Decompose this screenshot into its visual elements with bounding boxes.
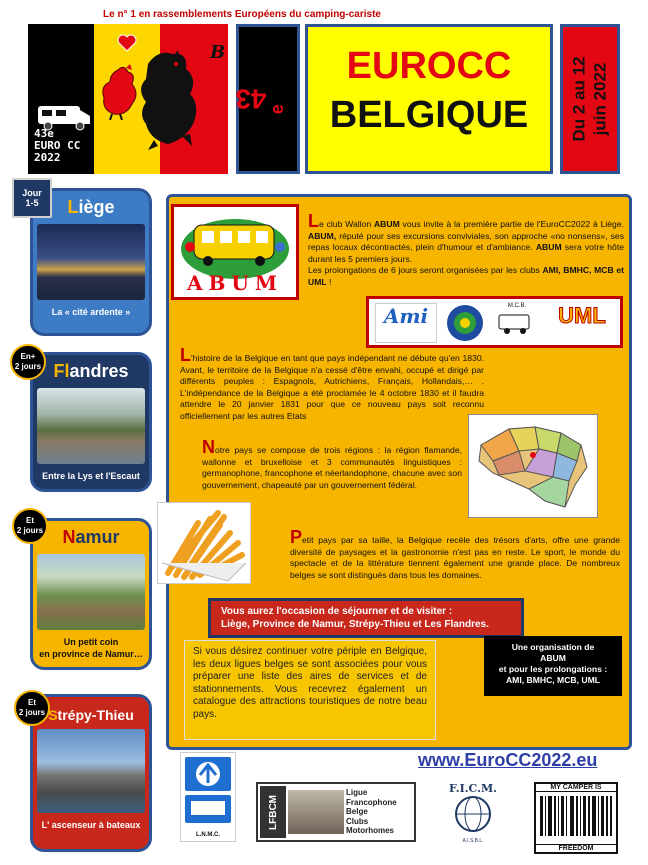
belgian-flag-logo	[28, 24, 228, 174]
drop-cap: N	[202, 437, 215, 457]
liege-night-photo	[37, 224, 145, 300]
flandres-canal-photo	[37, 388, 145, 464]
para4-text: etit pays par sa taille, la Belgique recèle des trésors d'arts, offre une grande diversité de paysages et la gastronomie n'est pas en reste. Le sport, le monde du spectacle et de la littérature tiennent également une grande place. De nombreux belges se sont distingués dans tous les domaines.	[290, 535, 620, 580]
lfbcm-line4: Clubs	[346, 816, 369, 826]
lfbcm-photo	[288, 790, 344, 834]
barcode-icon	[536, 792, 616, 840]
flag-edition-text	[34, 128, 80, 164]
title-box	[305, 24, 553, 174]
organ-line2: ABUM	[540, 653, 566, 663]
tagline-rest: en rassemblements Européens du camping-cariste	[138, 9, 381, 20]
tagline-prefix: Le	[103, 9, 115, 20]
dates-line1: Du 2 au 12	[570, 56, 590, 142]
lnmc-logo	[180, 752, 236, 842]
abum-label-text: ABUM	[186, 271, 283, 295]
bmhc-emblem-icon	[443, 303, 487, 343]
para2-text: 'histoire de la Belgique en tant que pays indépendant ne débute qu'en 1830. Avant, le territoire de la Belgique n'a cessé d'être envahi, occupé et dirigé par différents peuples : Espagnols, Autrichiens, Français, Hollandais,… . L'indépendance de la Belgique a été proclamée le 4 octobre 1830 et il faudra attendre le 20 janvier 1831 pour que ce nouveau pays soit reconnu officiellement par les autres Etats	[180, 353, 484, 421]
card-title-rest: andres	[69, 361, 129, 381]
lfbcm-line1: Ligue	[346, 788, 368, 797]
visit-line1: Vous aurez l'occasion de séjourner et de visiter :	[221, 606, 453, 617]
card-caption: Un petit coin en province de Namur…	[39, 637, 143, 659]
card-title-first: N	[62, 527, 76, 547]
badge-text: Et 2 jours	[18, 698, 46, 717]
boat-lift-photo	[37, 729, 145, 813]
card-title-rest: amur	[75, 527, 120, 547]
lfbcm-text	[346, 788, 397, 836]
ficm-globe-icon	[430, 795, 516, 833]
abum-logo	[171, 204, 299, 300]
lnmc-text: L.N.M.C.	[196, 832, 220, 838]
card-strepy-thieu	[30, 694, 152, 852]
website-link[interactable]: www.EuroCC2022.eu	[418, 750, 598, 770]
lfbcm-line3: Belge	[346, 807, 368, 816]
rooster-icon	[96, 64, 142, 120]
tagline	[103, 9, 381, 20]
ficm-logo	[430, 782, 516, 846]
para1-text-e: Les prolongations de 6 jours seront organisées par les clubs	[308, 265, 543, 276]
para1-clubs: AMI, BMHC, MCB et UML	[308, 265, 624, 287]
edition-box	[236, 24, 300, 174]
card-caption: L' ascenseur à bateaux	[41, 820, 141, 830]
ami-logo	[375, 303, 437, 343]
lfbcm-line2: Francophone	[346, 797, 397, 807]
para1-text-c: réputé pour ses excursions conviviales, son approche «no nonsens», ses repas locaux décontractés, plein d'humour et d'ambiance.	[308, 230, 624, 253]
uml-logo	[549, 303, 615, 343]
card-title	[33, 697, 149, 723]
badge-et	[12, 508, 48, 544]
card-title	[33, 355, 149, 382]
para3-text: otre pays se compose de trois régions : la région flamande, wallonne et bruxelloise et 3 communautés linguistiques : germanophone, francophone et néerlandophone, chacune avec son gouvernement, chapeauté par un gouvernement fédéral.	[202, 445, 462, 490]
fries-photo	[157, 502, 251, 584]
card-caption: Entre la Lys et l'Escaut	[42, 471, 140, 481]
badge-text: Et 2 jours	[16, 516, 44, 535]
drop-cap: P	[290, 527, 303, 547]
para1-abum2: ABUM,	[308, 230, 337, 241]
mcb-camper-icon	[497, 309, 537, 335]
paragraph-history	[180, 345, 484, 423]
card-title	[33, 521, 149, 548]
badge-et-2	[14, 690, 50, 726]
title-eurocc: EUROCC	[346, 45, 512, 87]
title-belgique: BELGIQUE	[329, 94, 529, 136]
lfbcm-line5: Motorhomes	[346, 826, 394, 835]
mycamper-bottom: FREEDOM	[536, 844, 616, 852]
abum-label	[174, 271, 296, 295]
paragraph-abum	[308, 211, 624, 289]
para1-text-a: e club Wallon	[319, 219, 374, 229]
para1-text-b: vous invite à la première partie de l'EuroCC2022 à Liège.	[399, 219, 624, 229]
edition-number-value: 43	[235, 83, 267, 115]
lfbcm-abbr: LFBCM	[267, 794, 279, 830]
belgium-map-icon	[469, 415, 597, 517]
drop-cap: L	[308, 211, 319, 231]
mcb-text: M.C.B.	[507, 303, 527, 309]
card-title-rest: trépy-Thieu	[57, 707, 134, 723]
card-title-first: L	[67, 197, 79, 217]
drop-cap: L	[180, 345, 191, 365]
namur-village-photo	[37, 554, 145, 630]
fries-icon	[158, 503, 250, 583]
flag-edition-number: 43e	[34, 127, 54, 140]
flag-letter-b: B	[210, 42, 226, 63]
lfbcm-logo	[256, 782, 416, 842]
badge-text: Jour 1-5	[22, 188, 42, 208]
belgium-map	[468, 414, 598, 518]
paragraph-regions	[202, 437, 462, 491]
lnmc-sign-icon	[181, 753, 235, 827]
ficm-subtext: A.I.S.B.L.	[462, 838, 484, 844]
ami-text: Ami	[383, 304, 429, 328]
para1-abum3: ABUM	[535, 242, 562, 253]
visit-line2: Liège, Province de Namur, Strépy-Thieu et Les Flandres.	[221, 619, 489, 630]
para1-text-d: sera votre hôte durant les 5 premiers jours.	[308, 242, 624, 264]
ficm-text: F.I.C.M.	[449, 782, 497, 795]
para1-abum: ABUM	[373, 219, 400, 229]
uml-text: UML	[558, 303, 606, 328]
flag-edition-euro: EURO	[34, 139, 61, 152]
badge-en-plus	[10, 344, 46, 380]
lfbcm-abbr-box	[260, 786, 286, 838]
tagline-number: n° 1	[117, 9, 136, 20]
organ-line3: et pour les prolongations :	[498, 664, 608, 674]
card-title-first: S	[48, 707, 58, 723]
card-namur	[30, 518, 152, 670]
dates-box	[560, 24, 620, 174]
card-title-rest: iège	[78, 197, 115, 217]
para1-text-f: !	[326, 276, 332, 287]
organisation-box	[484, 636, 622, 696]
mcb-logo	[493, 303, 541, 343]
dates-line2: juin 2022	[591, 62, 611, 136]
card-flandres	[30, 352, 152, 492]
flag-edition-cc: CC	[67, 139, 81, 152]
my-camper-logo	[534, 782, 618, 854]
mycamper-top: MY CAMPER IS	[536, 784, 616, 792]
visit-banner	[208, 598, 524, 638]
organ-line4: AMI, BMHC, MCB, UML	[505, 675, 601, 685]
paragraph-culture	[290, 527, 620, 581]
flag-edition-year: 2022	[34, 151, 61, 164]
card-caption: La « cité ardente »	[51, 307, 131, 317]
club-logos	[366, 296, 623, 348]
continue-box: Si vous désirez continuer votre périple en Belgique, les deux ligues belges se sont associées pour vous préparer une liste des aires de services et de stationnements. Vous recevrez également un catalogue des attractions touristiques de notre beau pays.	[184, 640, 436, 740]
bmhc-logo	[443, 303, 487, 343]
card-title-first: Fl	[53, 361, 70, 381]
edition-suffix: e	[267, 104, 288, 115]
badge-jour	[12, 178, 52, 218]
edition-number	[235, 83, 300, 114]
organ-line1: Une organisation de	[511, 642, 595, 652]
badge-text: En+ 2 jours	[14, 352, 42, 371]
